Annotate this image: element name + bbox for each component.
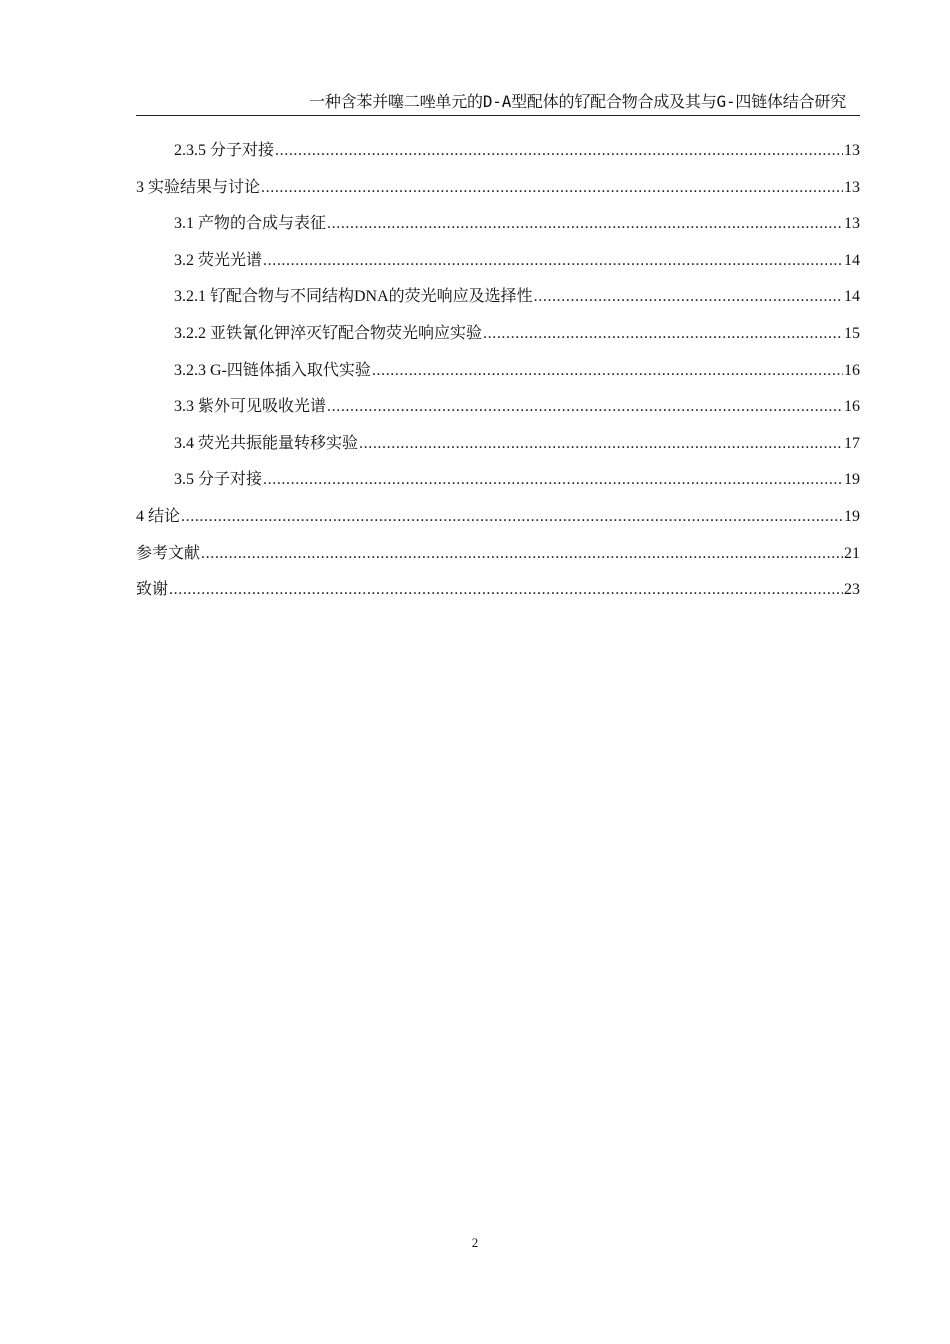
toc-entry-title: 参考文献	[136, 544, 201, 562]
toc-entry[interactable]	[136, 353, 860, 390]
toc-entry[interactable]	[136, 133, 860, 170]
toc-entry[interactable]	[136, 243, 860, 280]
toc-entry[interactable]	[136, 170, 860, 207]
toc-entry-page: 13	[844, 178, 860, 196]
toc-entry-title: 3.2.3 G-四链体插入取代实验	[174, 361, 371, 379]
toc-entry-title: 2.3.5 分子对接	[174, 142, 275, 159]
toc-entry[interactable]	[136, 316, 860, 353]
toc-dot-leader	[327, 206, 843, 243]
toc-dot-leader	[359, 426, 843, 463]
toc-entry-title: 3.5 分子对接	[174, 471, 263, 489]
toc-entry-page: 13	[844, 142, 860, 159]
toc-entry[interactable]	[136, 536, 860, 573]
toc-entry[interactable]	[136, 206, 860, 243]
toc-entry-page: 23	[844, 581, 860, 599]
toc-entry-page: 21	[844, 544, 860, 562]
toc-entry-title: 3.2.1 钌配合物与不同结构DNA的荧光响应及选择性	[174, 288, 533, 306]
toc-dot-leader	[181, 499, 843, 536]
toc-entry-page: 15	[844, 324, 860, 342]
toc-entry-title: 3.4 荧光共振能量转移实验	[174, 434, 359, 452]
toc-dot-leader	[534, 279, 843, 316]
toc-entry-page: 19	[844, 471, 860, 489]
toc-entry-title: 致谢	[136, 581, 169, 599]
toc-entry[interactable]	[136, 499, 860, 536]
toc-entry-page: 16	[844, 398, 860, 416]
toc-entry-title: 3 实验结果与讨论	[136, 178, 261, 196]
toc-dot-leader	[483, 316, 843, 353]
toc-entry-page: 16	[844, 361, 860, 379]
toc-entry-title: 4 结论	[136, 507, 181, 525]
toc-entry-page: 14	[844, 251, 860, 269]
toc-entry-page: 13	[844, 215, 860, 233]
toc-dot-leader	[169, 572, 843, 609]
toc-dot-leader	[327, 389, 843, 426]
toc-entry[interactable]	[136, 572, 860, 609]
toc-entry-title: 3.2 荧光光谱	[174, 251, 263, 269]
toc-dot-leader	[263, 462, 843, 499]
page-number: 2	[471, 1235, 479, 1250]
toc-dot-leader	[263, 243, 843, 280]
toc-entry[interactable]	[136, 279, 860, 316]
toc-entry[interactable]	[136, 426, 860, 463]
toc-dot-leader	[261, 170, 843, 207]
toc-dot-leader	[201, 536, 843, 573]
toc-entry[interactable]	[136, 462, 860, 499]
page-header-title: 一种含苯并噻二唑单元的D-A型配体的钌配合物合成及其与G-四链体结合研究	[309, 92, 846, 111]
toc-entry-page: 19	[844, 507, 860, 525]
toc-dot-leader	[275, 133, 843, 170]
page-header	[136, 90, 860, 116]
toc-dot-leader	[372, 353, 843, 390]
toc-entry[interactable]	[136, 389, 860, 426]
toc-entry-title: 3.1 产物的合成与表征	[174, 215, 327, 233]
toc-entry-title: 3.3 紫外可见吸收光谱	[174, 398, 327, 416]
toc-entry-title: 3.2.2 亚铁氰化钾淬灭钌配合物荧光响应实验	[174, 324, 483, 342]
table-of-contents	[136, 133, 860, 609]
toc-entry-page: 17	[844, 434, 860, 452]
toc-entry-page: 14	[844, 288, 860, 306]
